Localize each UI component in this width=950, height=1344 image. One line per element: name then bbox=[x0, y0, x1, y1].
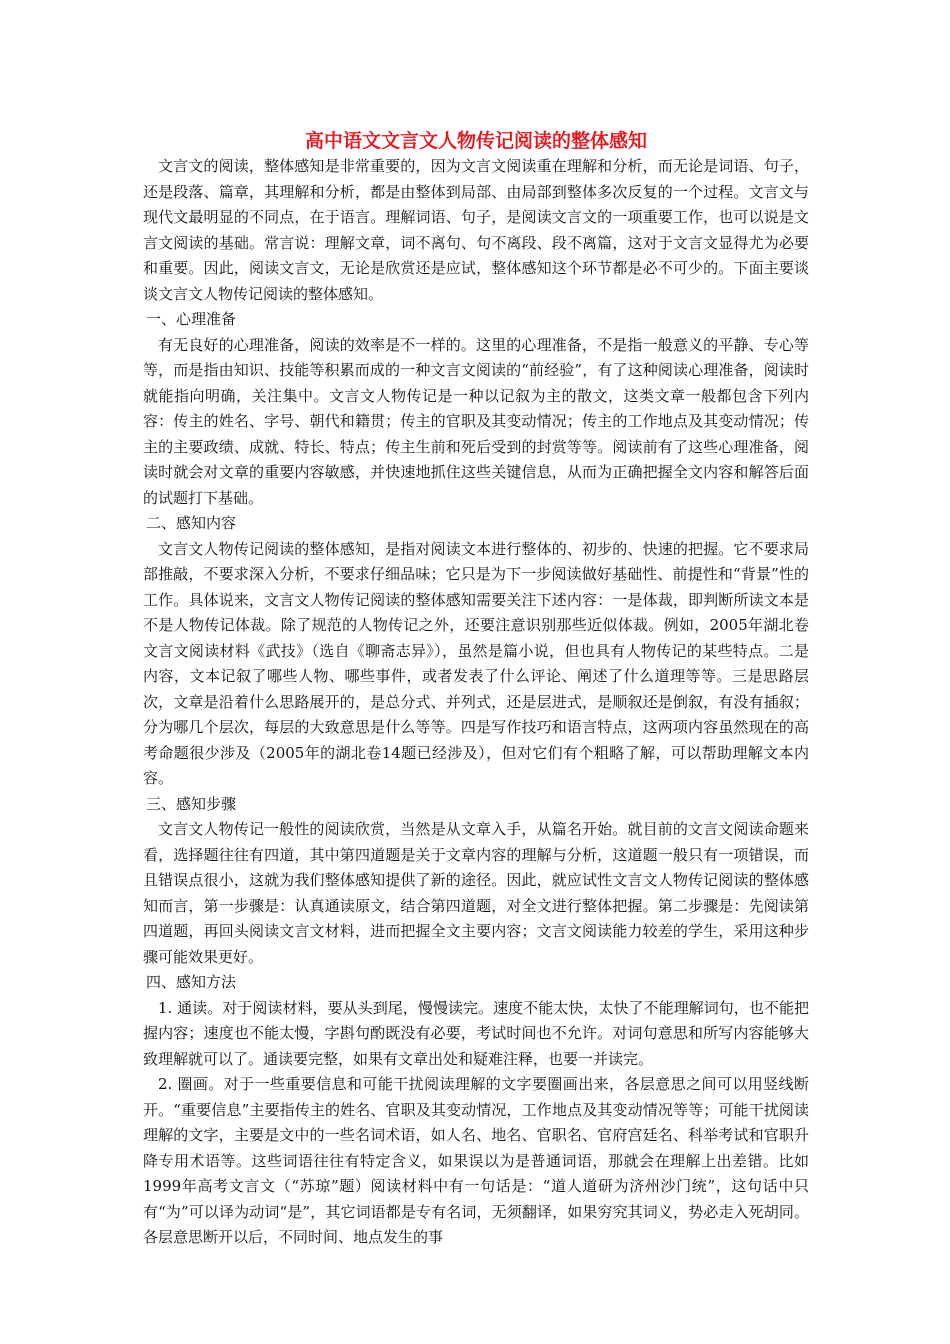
section-1-paragraph: 有无良好的心理准备，阅读的效率是不一样的。这里的心理准备，不是指一般意义的平静、专心等等，而是指由知识、技能等积累而成的一种文言文阅读的“前经验”，有了这种阅读心理准备，阅读时就能指向明确，关注集中。文言文人物传记是一种以记叙为主的散文，这类文章一般都包含下列内容：传主的姓名、字号、朝代和籍贯；传主的官职及其变动情况；传主的工作地点及其变动情况；传主的主要政绩、成就、特长、特点；传主生前和死后受到的封赏等等。阅读前有了这些心理准备，阅读时就会对文章的重要内容敏感，并快速地抓住这些关键信息，从而为正确把握全文内容和解答后面的试题打下基础。 bbox=[143, 335, 809, 507]
method-2-paragraph: 2. 圈画。对于一些重要信息和可能干扰阅读理解的文字要圈画出来，各层意思之间可以用竖线断开。“重要信息”主要指传主的姓名、官职及其变动情况，工作地点及其变动情况等等；可能干扰阅读理解的文字，主要是文中的一些名词术语，如人名、地名、官职名、官府宫廷名、科举考试和官职升降专用术语等。这些词语往往有特定含义，如果误以为是普通词语，那就会在理解上出差错。比如1999年高考文言文（“苏琼”题）阅读材料中有一句话是：“道人道研为济州沙门统”，这句话中只有“为”可以译为动词“是”，其它词语都是专有名词，无须翻译，如果穷究其词义，势必走入死胡同。各层意思断开以后，不同时间、地点发生的事 bbox=[143, 1075, 809, 1246]
document-content bbox=[143, 128, 809, 1251]
section-heading-4: 四、感知方法 bbox=[146, 973, 237, 991]
section-heading-1: 一、心理准备 bbox=[146, 310, 237, 328]
section-3-paragraph: 文言文人物传记一般性的阅读欣赏，当然是从文章入手，从篇名开始。就目前的文言文阅读命题来看，选择题往往有四道，其中第四道题是关于文章内容的理解与分析，这道题一般只有一项错误，而且错误点很小，这就为我们整体感知提供了新的途径。因此，就应试性文言文人物传记阅读的整体感知而言，第一步骤是：认真通读原文，结合第四道题，对全文进行整体把握。第二步骤是：先阅读第四道题，再回头阅读文言文材料，进而把握全文主要内容；文言文阅读能力较差的学生，采用这种步骤可能效果更好。 bbox=[143, 820, 809, 966]
document-title: 高中语文文言文人物传记阅读的整体感知 bbox=[304, 130, 647, 152]
section-2-paragraph: 文言文人物传记阅读的整体感知，是指对阅读文本进行整体的、初步的、快速的把握。它不要求局部推敲，不要求深入分析，不要求仔细品味；它只是为下一步阅读做好基础性、前提性和“背景”性的工作。具体说来，文言文人物传记阅读的整体感知需要关注下述内容：一是体裁，即判断所读文本是不是人物传记体裁。除了规范的人物传记之外，还要注意识别那些近似体裁。例如，2005年湖北卷文言文阅读材料《武技》（选自《聊斋志异》），虽然是篇小说，但也具有人物传记的某些特点。二是内容，文本记叙了哪些人物、哪些事件，或者发表了什么评论、阐述了什么道理等等。三是思路层次，文章是沿着什么思路展开的，是总分式、并列式，还是层进式，是顺叙还是倒叙，有没有插叙；分为哪几个层次，每层的大致意思是什么等等。四是写作技巧和语言特点，这两项内容虽然现在的高考命题很少涉及（2005年的湖北卷14题已经涉及），但对它们有个粗略了解，可以帮助理解文本内容。 bbox=[143, 539, 809, 787]
document-body bbox=[143, 154, 809, 1251]
section-heading-3: 三、感知步骤 bbox=[146, 794, 237, 813]
method-1-paragraph: 1. 通读。对于阅读材料，要从头到尾，慢慢读完。速度不能太快，太快了不能理解词句，也不能把握内容；速度也不能太慢，字斟句酌既没有必要，考试时间也不允许。对词句意思和所写内容能够大致理解就可以了。通读要完整，如果有文章出处和疑难注释，也要一并读完。 bbox=[143, 998, 809, 1068]
section-heading-2: 二、感知内容 bbox=[146, 514, 237, 532]
intro-paragraph: 文言文的阅读，整体感知是非常重要的，因为文言文阅读重在理解和分析，而无论是词语、句子，还是段落、篇章，其理解和分析，都是由整体到局部、由局部到整体多次反复的一个过程。文言文与现代文最明显的不同点，在于语言。理解词语、句子，是阅读文言文的一项重要工作，也可以说是文言文阅读的基础。常言说：理解文章，词不离句、句不离段、段不离篇，这对于文言文显得尤为必要和重要。因此，阅读文言文，无论是欣赏还是应试，整体感知这个环节都是必不可少的。下面主要谈谈文言文人物传记阅读的整体感知。 bbox=[143, 157, 809, 303]
